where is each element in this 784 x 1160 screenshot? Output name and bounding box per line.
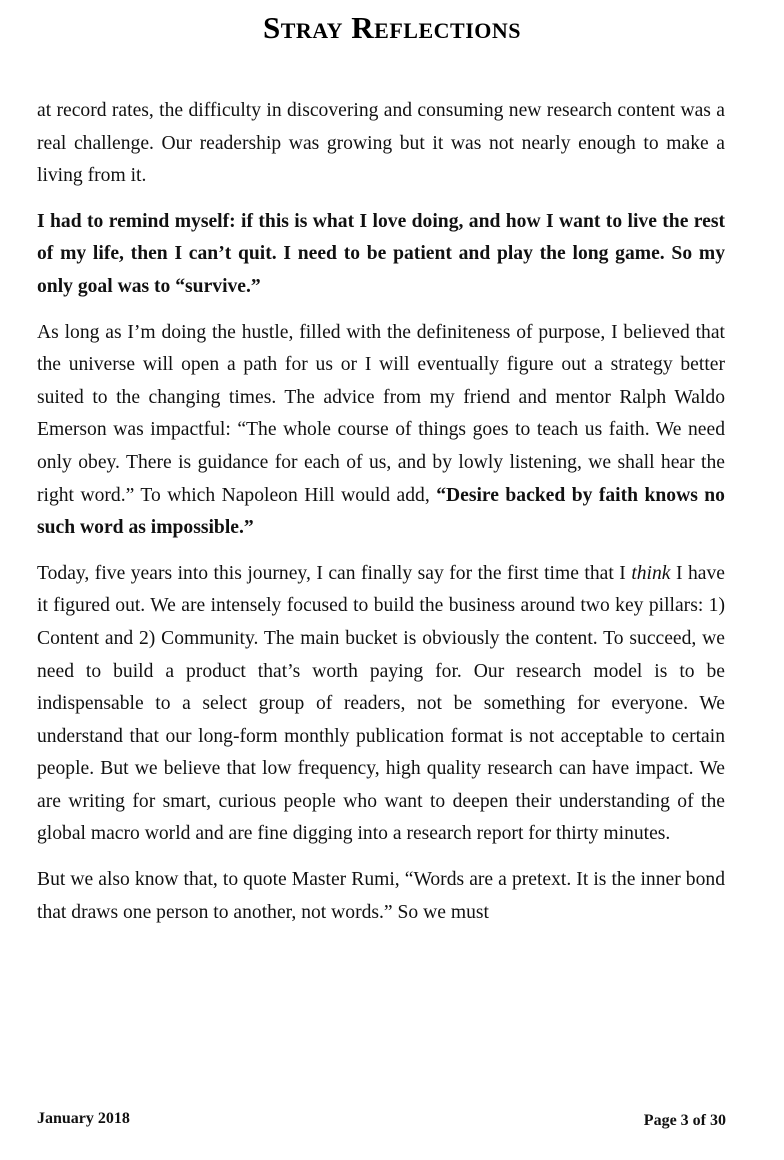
paragraph-2-bold: I had to remind myself: if this is what I love doing, and how I want to live the rest of my life, then I can’t quit. I need to be patient and play the long game. So my only goal was to “survive.”	[37, 210, 725, 297]
paragraph-4-rest: I have it figured out. We are intensely focused to build the business around two key pillars: 1) Content and 2) Community. The main bucket is obviously the content. To succeed, we need to build a product that’s worth paying for. Our research model is to be indispensable to a select group of readers, not be something for everyone. We understand that our long-form monthly publication format is not acceptable to certain people. But we believe that low frequency, high quality research can have impact. We are writing for smart, curious people who want to deepen their understanding of the global macro world and are fine digging into a research report for thirty minutes.	[37, 562, 725, 845]
paragraph-3	[37, 317, 725, 545]
paragraph-4	[37, 558, 725, 851]
paragraph-5: But we also know that, to quote Master Rumi, “Words are a pretext. It is the inner bond that draws one person to another, not words.” So we must	[37, 869, 725, 923]
emphasis-think: think	[631, 562, 671, 584]
hill-quote: “Desire backed by faith knows no such word as impossible.”	[37, 484, 725, 539]
footer-date: January 2018	[37, 1110, 130, 1127]
paragraph-4-start: Today, five years into this journey, I can finally say for the first time that I	[37, 562, 632, 584]
paragraph-1: at record rates, the difficulty in discovering and consuming new research content was a real challenge. Our readership was growing but it was not nearly enough to make a living from it.	[37, 100, 725, 187]
page-title: Stray Reflections	[262, 10, 521, 45]
paragraph-3-text: As long as I’m doing the hustle, filled with the definiteness of purpose, I believed that the universe will open a path for us or I will eventually figure out a strategy better suited to the changing times. The advice from my friend and mentor Ralph Waldo Emerson was impactful: “The whole course of things goes to teach us faith. We need only obey. There is guidance for each of us, and by lowly listening, we shall hear the right word.” To which Napoleon Hill would add,	[37, 321, 725, 506]
article-body	[37, 95, 725, 942]
footer-page-number: Page 3 of 30	[643, 1112, 726, 1129]
